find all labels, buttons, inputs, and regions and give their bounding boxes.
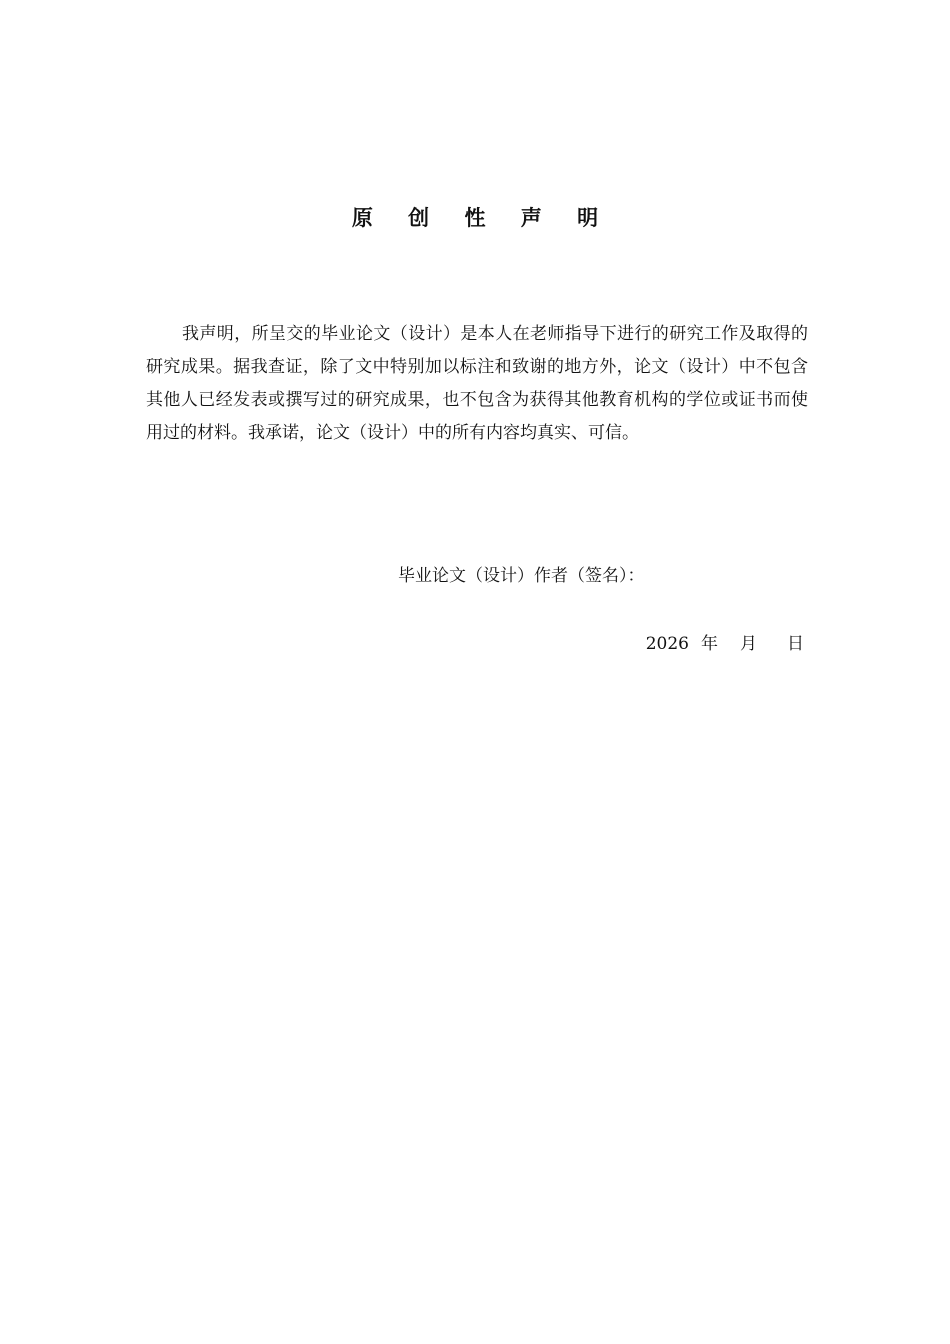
signature-label: 毕业论文（设计）作者（签名）：	[398, 566, 645, 586]
date-year: 2026	[645, 634, 689, 654]
date-day-unit: 日	[787, 634, 804, 654]
page-title: 原 创 性 声 明	[351, 206, 613, 230]
date-year-unit: 年	[701, 634, 718, 654]
declaration-paragraph: 我声明，所呈交的毕业论文（设计）是本人在老师指导下进行的研究工作及取得的研究成果。据我查证，除了文中特别加以标注和致谢的地方外，论文（设计）中不包含其他人已经发表或撰写过的研究成果，也不包含为获得其他教育机构的学位或证书而使用过的材料。我承诺，论文（设计）中的所有内容均真实、可信。	[146, 324, 808, 443]
date-line	[646, 630, 804, 658]
date-month-unit: 月	[740, 634, 757, 654]
